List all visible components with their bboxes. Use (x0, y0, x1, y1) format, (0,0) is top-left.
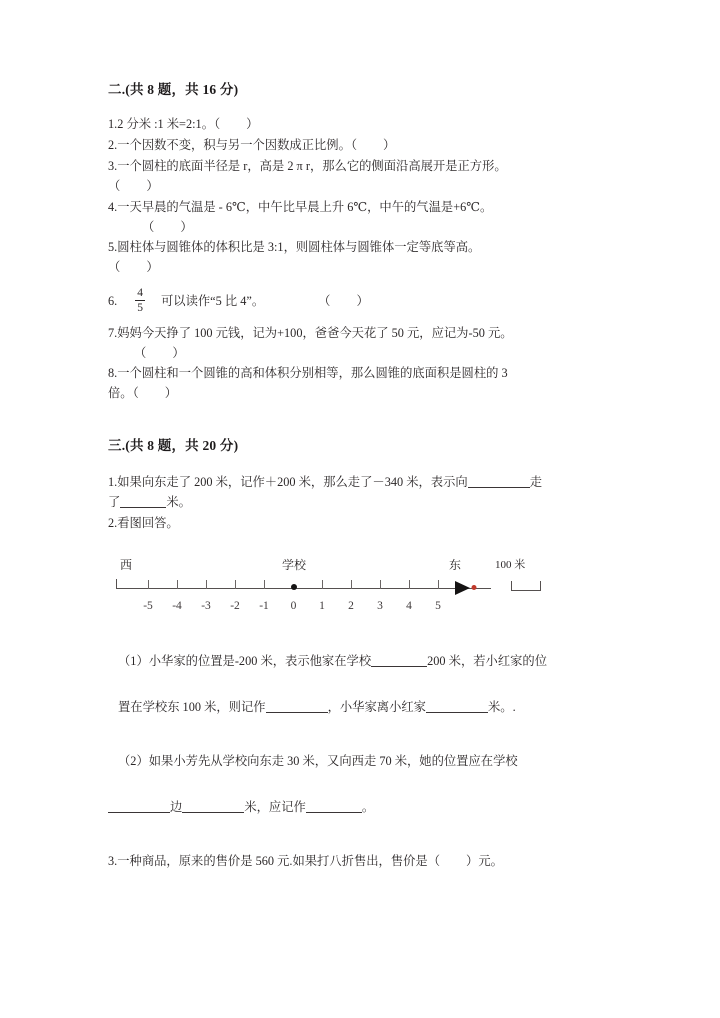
question-number: 3. (108, 853, 118, 868)
sub-question-line-2 (118, 698, 620, 718)
question-text: 一天早晨的气温是 - 6℃，中午比早晨上升 6℃，中午的气温是+6℃。 (117, 199, 493, 214)
scale-bracket (511, 581, 541, 591)
question-close-paren: ） (383, 137, 396, 152)
number-line-tick (206, 580, 207, 589)
fraction-four-fifths (135, 287, 145, 314)
answer-blank[interactable] (120, 495, 166, 508)
question-number: 4. (108, 199, 118, 214)
section-two (108, 78, 620, 404)
question-number: 6. (108, 294, 118, 309)
question-2-3 (108, 157, 620, 197)
answer-blank[interactable] (306, 800, 362, 813)
sub-question-line-2 (108, 798, 620, 818)
answer-blank[interactable] (108, 800, 170, 813)
question-close-paren: ） (246, 117, 259, 131)
question-number: 2. (108, 516, 118, 531)
section-three-heading: 三.(共 8 题，共 20 分) (108, 438, 239, 454)
fraction-denominator: 5 (137, 302, 143, 315)
question-close-paren: ） (180, 219, 193, 234)
question-number: 2. (108, 137, 118, 152)
question-2-6 (108, 287, 620, 314)
east-endpoint-marker (472, 585, 477, 590)
answer-blank[interactable] (182, 800, 244, 813)
question-text: 一种商品，原来的售价是 560 元.如果打八折售出，售价是（ (117, 853, 441, 868)
question-2-8 (108, 364, 620, 404)
question-close-paren: ） (164, 386, 178, 401)
question-number: 7. (108, 325, 118, 340)
question-2-5 (108, 238, 620, 278)
number-line-left-endcap (116, 579, 117, 589)
question-number: 8. (108, 366, 118, 381)
question-text: 可以读作“5 比 4”。 (160, 294, 265, 309)
question-number: 1. (108, 117, 118, 131)
question-close-paren: ） (356, 294, 369, 309)
question-2-4 (108, 198, 620, 238)
question-number: 3. (108, 158, 118, 173)
sub-question-number: （1） (118, 653, 149, 668)
number-line-tick (380, 580, 381, 589)
number-line-label: -3 (201, 599, 211, 612)
sub-question-text: 如果小芳先从学校向东走 30 米，又向西走 70 米，她的位置应在学校 (148, 753, 518, 768)
question-text: 看图回答。 (117, 516, 179, 531)
question-number: 1. (108, 475, 118, 490)
number-line-label: 2 (348, 599, 354, 612)
question-close-paren: ） (146, 178, 159, 193)
question-text: 圆柱体与圆锥体的体积比是 3:1，则圆柱体与圆锥体一定等底等高。 (117, 240, 481, 255)
number-line-figure (108, 548, 620, 644)
question-2-1 (108, 115, 620, 135)
question-close-paren: ）元。 (466, 853, 503, 868)
question-open-paren: （ (142, 219, 155, 234)
number-line-label: 3 (377, 599, 383, 612)
number-line-label: 4 (406, 599, 412, 612)
section-three (108, 434, 620, 871)
sub-question-text-cont: ，小华家离小红家 (327, 699, 426, 714)
number-line-tick (177, 580, 178, 589)
sub-question-text-cont: 米。. (487, 699, 516, 714)
question-2-7 (108, 324, 620, 364)
number-line-label: 5 (435, 599, 441, 612)
sub-question-text-cont: 边 (170, 799, 183, 814)
sub-question-text-cont: 。 (361, 799, 375, 814)
fraction-numerator: 4 (137, 287, 143, 300)
number-line-label: -2 (230, 599, 240, 612)
sub-question-text-cont: 置在学校东 100 米，则记作 (118, 699, 266, 714)
question-text: 一个圆柱的底面半径是 r，高是 2 π r，那么它的侧面沿高展开是正方形。 (117, 158, 507, 173)
sub-question-2 (108, 752, 620, 818)
number-line-tick (264, 580, 265, 589)
question-open-paren: （ (318, 294, 331, 309)
label-west: 西 (120, 557, 133, 572)
answer-blank[interactable] (266, 700, 328, 713)
question-text-cont: 米。 (166, 495, 191, 510)
question-open-paren: （ (108, 178, 121, 193)
answer-blank[interactable] (468, 475, 530, 488)
school-origin-marker (291, 584, 297, 590)
number-line-label: 1 (319, 599, 325, 612)
number-line-tick (235, 580, 236, 589)
question-3-1 (108, 473, 620, 513)
answer-blank[interactable] (426, 700, 488, 713)
question-3-2 (108, 514, 620, 534)
sub-question-text-cont: 200 米，若小红家的位 (427, 653, 548, 668)
label-scale: 100 米 (495, 558, 526, 571)
question-text: 一个因数不变，积与另一个因数成正比例。（ (117, 137, 358, 152)
question-number: 5. (108, 240, 118, 255)
number-line-label: 0 (290, 599, 297, 612)
question-open-paren: （ (134, 345, 147, 360)
number-line-tick (351, 580, 352, 589)
question-close-paren: ） (146, 260, 159, 275)
sub-question-1 (108, 652, 620, 718)
question-text-cont: 走 (529, 475, 543, 490)
number-line-label: -4 (172, 599, 182, 612)
question-2-2 (108, 136, 620, 156)
sub-question-text-cont: 米，应记作 (244, 799, 306, 814)
question-close-paren: ） (172, 345, 185, 360)
answer-blank[interactable] (371, 654, 427, 667)
sub-question-number: （2） (118, 753, 149, 768)
number-line-tick (438, 580, 439, 589)
question-3-3 (108, 852, 620, 872)
number-line-label: -1 (259, 599, 269, 612)
number-line-label: -5 (143, 599, 153, 612)
number-line-tick (322, 580, 323, 589)
question-text: 2 分米 :1 米=2:1。（ (117, 117, 221, 131)
number-line-axis (116, 588, 491, 589)
section-two-heading: 二.(共 8 题，共 16 分) (108, 82, 239, 97)
label-east: 东 (449, 557, 462, 572)
question-open-paren: （ (108, 260, 121, 275)
document-content (108, 78, 620, 873)
number-line-tick (409, 580, 410, 589)
question-text-cont: 了 (108, 495, 121, 510)
east-arrowhead-icon (455, 581, 470, 595)
sub-question-text: 小华家的位置是-200 米，表示他家在学校 (148, 653, 372, 668)
question-text: 妈妈今天挣了 100 元钱，记为+100，爸爸今天花了 50 元，应记为-50 元。 (117, 325, 513, 340)
label-school: 学校 (282, 557, 307, 572)
question-text: 一个圆柱和一个圆锥的高和体积分别相等，那么圆锥的底面积是圆柱的 3 (117, 366, 508, 381)
number-line-tick (148, 580, 149, 589)
fraction-bar (135, 300, 145, 301)
question-text: 如果向东走了 200 米，记作＋200 米，那么走了－340 米，表示向 (117, 475, 468, 490)
question-open-paren: 倍。（ (108, 386, 139, 401)
